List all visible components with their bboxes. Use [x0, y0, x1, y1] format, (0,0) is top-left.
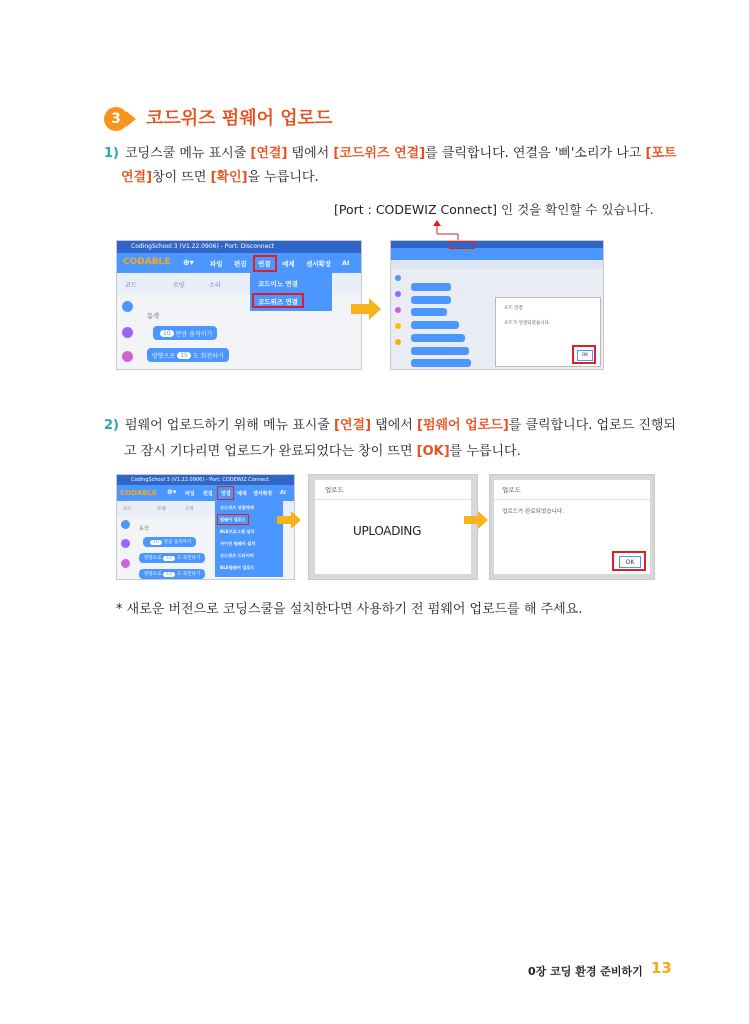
- dialog-title: 업로드: [502, 486, 521, 494]
- category-header: 동작: [139, 526, 149, 532]
- step2-line1: [104, 414, 676, 438]
- category-header: 동작: [147, 312, 160, 320]
- category-icon[interactable]: [395, 307, 401, 313]
- port-dialog: [495, 297, 601, 367]
- menu-connect[interactable]: 연결: [258, 260, 271, 268]
- window-title: CodingSchool 3 (V1.22.0906) - Port: CODEWIZ Connect: [131, 477, 269, 483]
- upload-dialog: [315, 480, 471, 574]
- dialog-title: 업로드: [325, 486, 344, 494]
- menu-sensor-ext[interactable]: 센서확장: [306, 260, 332, 268]
- tab-sound[interactable]: 소리: [209, 282, 221, 289]
- complete-dialog: [494, 480, 650, 574]
- step1-highlight: 연결]: [121, 170, 153, 185]
- menu-bar: [391, 248, 603, 260]
- block-input[interactable]: 15: [177, 352, 191, 359]
- step2-highlight: [연결]: [334, 418, 372, 433]
- block-label: 도 회전하기: [192, 352, 224, 360]
- block-label: 만큼 움직이기: [163, 540, 192, 545]
- code-block[interactable]: [411, 347, 469, 355]
- dropdown-item-codeino[interactable]: 코드이노 연결: [258, 280, 298, 288]
- dropdown-item-zion-firmware[interactable]: 자이언 펌웨어 설치: [220, 541, 256, 546]
- step1-text: 창이 뜨면: [152, 170, 211, 185]
- highlight-box: [572, 345, 596, 364]
- code-block[interactable]: [411, 283, 451, 291]
- dropdown-item-codewiz[interactable]: 코드위즈 연결: [258, 298, 298, 306]
- dropdown-item-driver[interactable]: 코드위즈 드라이버: [220, 553, 254, 558]
- menu-connect[interactable]: 연결: [221, 491, 231, 497]
- dialog-divider: [494, 499, 650, 500]
- step1-highlight: [코드위즈 연결]: [333, 146, 426, 161]
- menu-examples[interactable]: 예제: [237, 491, 247, 497]
- block-label: 도 회전하기: [177, 572, 201, 577]
- category-motion-icon[interactable]: [121, 520, 130, 529]
- motion-block-turn-left[interactable]: [139, 569, 205, 579]
- step1-text: 를 클릭합니다. 연결음 '삐'소리가 나고: [425, 146, 646, 161]
- block-label: 도 회전하기: [177, 556, 201, 561]
- codable-logo: CODABLE: [123, 257, 171, 267]
- globe-icon[interactable]: ⊕▾: [183, 258, 194, 267]
- category-sound-icon[interactable]: [121, 559, 130, 568]
- code-block[interactable]: [411, 321, 459, 329]
- dialog-message: 포트가 연결되었습니다.: [504, 321, 551, 326]
- category-looks-icon[interactable]: [121, 539, 130, 548]
- window-titlebar: [117, 475, 294, 485]
- screenshot-uploading: [308, 474, 478, 580]
- step1-text: 탭에서: [287, 146, 334, 161]
- step2-text: 탭에서: [371, 418, 417, 433]
- step1-line1: [104, 142, 677, 166]
- dropdown-item-ble-firmware[interactable]: BLE펌웨어 업로드: [220, 565, 255, 570]
- motion-block-turn-right[interactable]: [139, 553, 205, 563]
- section-number-badge: [104, 107, 128, 131]
- menu-ai[interactable]: AI: [342, 259, 350, 267]
- code-block[interactable]: [411, 308, 447, 316]
- port-note: [Port : CODEWIZ Connect] 인 것을 확인할 수 있습니다.: [334, 202, 654, 217]
- tab-sound[interactable]: 소리: [185, 507, 194, 512]
- motion-block-move[interactable]: [153, 326, 217, 340]
- tab-costume[interactable]: 모양: [173, 282, 185, 289]
- category-motion-icon[interactable]: [122, 301, 133, 312]
- step1-highlight: [포트: [645, 146, 677, 161]
- menu-bar: [117, 485, 294, 501]
- step2-highlight: [OK]: [416, 444, 450, 459]
- menu-file[interactable]: 파일: [185, 491, 195, 497]
- section-number: 3: [111, 111, 121, 127]
- step1-highlight: [연결]: [250, 146, 288, 161]
- codable-logo: CODABLE: [120, 489, 157, 497]
- block-input[interactable]: 10: [160, 330, 174, 337]
- connect-dropdown: [250, 273, 332, 311]
- highlight-box: [612, 551, 646, 571]
- screenshot-connect-menu: [116, 240, 362, 370]
- tab-code[interactable]: 코드: [125, 282, 137, 289]
- block-input[interactable]: 15: [163, 556, 175, 561]
- block-label: 방향으로: [144, 556, 162, 561]
- block-label: 방향으로: [144, 572, 162, 577]
- right-arrow-icon: [276, 511, 302, 529]
- highlight-box: [217, 514, 249, 525]
- menu-file[interactable]: 파일: [210, 260, 223, 268]
- dropdown-item-firmware-upload[interactable]: 펌웨어 업로드: [220, 517, 246, 522]
- step1-line2: [121, 166, 319, 190]
- tab-costume[interactable]: 모양: [157, 507, 166, 512]
- uploading-text: UPLOADING: [353, 524, 422, 538]
- block-input[interactable]: 15: [163, 572, 175, 577]
- highlight-box: [253, 255, 277, 272]
- motion-block-move[interactable]: [143, 537, 196, 547]
- step1-number: 1): [104, 146, 119, 161]
- window-titlebar: [391, 241, 603, 248]
- highlight-box: [449, 241, 475, 249]
- category-icon[interactable]: [395, 275, 401, 281]
- step2-text: 를 클릭합니다. 업로드 진행되: [508, 418, 676, 433]
- menu-examples[interactable]: 예제: [282, 260, 295, 268]
- footnote: * 새로운 버전으로 코딩스쿨을 설치한다면 사용하기 전 펌웨어 업로드를 해 주세요.: [116, 602, 583, 617]
- category-icon[interactable]: [395, 323, 401, 329]
- screenshot-firmware-menu: [116, 474, 295, 580]
- menu-bar: [117, 253, 361, 273]
- motion-block-turn[interactable]: [147, 348, 229, 362]
- ok-button[interactable]: OK: [619, 556, 641, 568]
- right-arrow-icon: [463, 511, 489, 529]
- dropdown-item-ble-install[interactable]: BLE프로그램 설치: [220, 529, 255, 534]
- right-arrow-icon: [349, 297, 383, 321]
- step2-highlight: [펌웨어 업로드]: [417, 418, 509, 433]
- menu-edit[interactable]: 편집: [234, 260, 247, 268]
- page-number: 13: [651, 959, 672, 977]
- category-icon[interactable]: [395, 291, 401, 297]
- category-sound-icon[interactable]: [122, 351, 133, 362]
- step1-text: 코딩스쿨 메뉴 표시줄: [125, 146, 251, 161]
- section-arrow-icon: [126, 111, 136, 127]
- step2-text: 펌웨어 업로드하기 위해 메뉴 표시줄: [125, 418, 335, 433]
- block-label: 방향으로: [152, 352, 176, 360]
- step1-highlight: [확인]: [210, 170, 248, 185]
- code-block[interactable]: [411, 334, 465, 342]
- category-icon[interactable]: [395, 339, 401, 345]
- menu-edit[interactable]: 편집: [203, 491, 213, 497]
- connect-dropdown: [215, 501, 283, 577]
- tab-code[interactable]: 코드: [123, 507, 132, 512]
- highlight-box: [252, 293, 304, 308]
- highlight-box: [217, 486, 234, 500]
- menu-ai[interactable]: AI: [280, 490, 286, 496]
- screenshot-port-connected: [390, 240, 604, 370]
- block-input[interactable]: 10: [150, 540, 162, 545]
- category-looks-icon[interactable]: [122, 327, 133, 338]
- screenshot-upload-complete: [489, 474, 655, 580]
- dialog-divider: [315, 499, 471, 500]
- step2-text: 고 잠시 기다리면 업로드가 완료되었다는 창이 뜨면: [124, 444, 417, 459]
- code-block[interactable]: [411, 296, 451, 304]
- section-title: 코드위즈 펌웨어 업로드: [146, 108, 333, 129]
- dropdown-item-disconnect[interactable]: 코드위즈 연결해제: [220, 505, 254, 510]
- chapter-footer: 0장 코딩 환경 준비하기: [528, 965, 643, 978]
- window-titlebar: [117, 241, 361, 253]
- block-label: 만큼 움직이기: [175, 330, 213, 338]
- ok-button[interactable]: OK: [577, 350, 593, 361]
- step1-text: 을 누릅니다.: [247, 170, 319, 185]
- step2-line2: [124, 440, 521, 464]
- tab-row: [391, 260, 603, 269]
- dialog-title: 포트 연결: [504, 306, 523, 311]
- step2-number: 2): [104, 418, 119, 433]
- menu-sensor-ext[interactable]: 센서확장: [253, 491, 273, 497]
- globe-icon[interactable]: ⊕▾: [167, 488, 177, 496]
- window-title: CodingSchool 3 (V1.22.0906) - Port: Disconnect: [131, 243, 274, 250]
- dialog-message: 업로드가 완료되었습니다.: [502, 509, 564, 515]
- step2-text: 를 누릅니다.: [449, 444, 521, 459]
- code-block[interactable]: [411, 359, 471, 367]
